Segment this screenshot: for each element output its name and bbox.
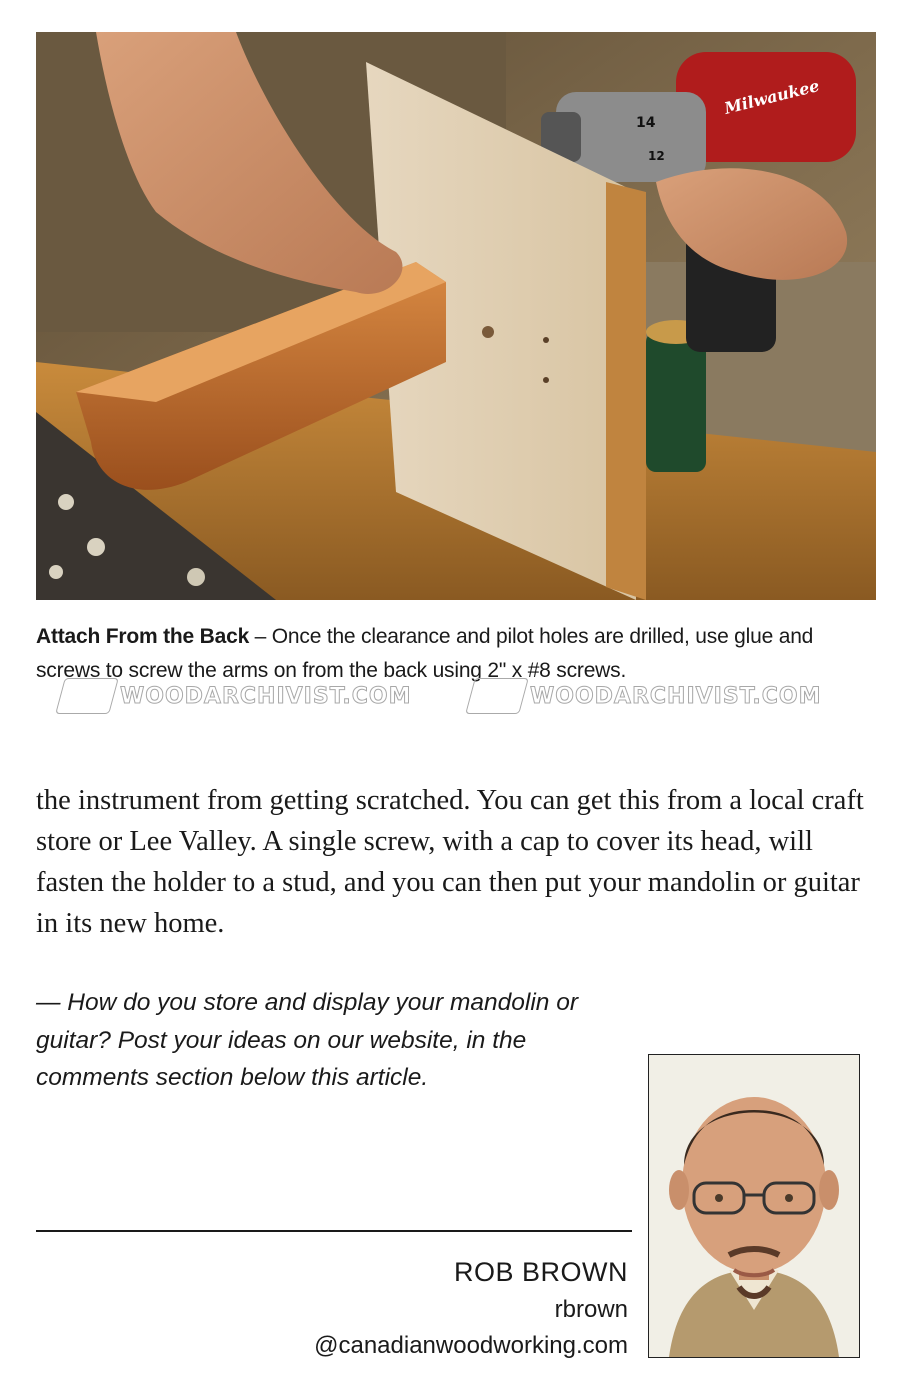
workshop-photo	[36, 32, 876, 600]
article-paragraph: the instrument from getting scratched. You can get this from a local craft store or Lee Valley. A single screw, with a cap to cover its head, will fasten the holder to a stud, and you can then put your mandolin or guitar in its new home.	[36, 785, 864, 939]
caption-text: – Once the clearance and pilot holes are drilled, use glue and screws to screw the arms on from the back using 2" x #8 screws.	[36, 625, 814, 682]
author-byline	[314, 1252, 628, 1364]
reader-question: — How do you store and display your mandolin or guitar? Post your ideas on our website, in the comments section below this article.	[36, 989, 579, 1091]
author-email-user: rbrown	[554, 1296, 628, 1323]
drill-clutch-number: 14	[636, 115, 656, 131]
author-email-domain[interactable]: @canadianwoodworking.com	[314, 1332, 628, 1359]
author-portrait-illustration	[649, 1055, 859, 1357]
workshop-photo-illustration	[36, 32, 876, 600]
watermark-text: WOODARCHIVIST.COM	[530, 683, 822, 709]
author-name: ROB BROWN	[453, 1257, 628, 1287]
divider	[36, 1230, 632, 1232]
watermark-text: WOODARCHIVIST.COM	[120, 683, 412, 709]
drill-brand-label: Milwaukee	[722, 75, 822, 118]
drill-clutch-number: 12	[648, 149, 665, 163]
caption-title: Attach From the Back	[36, 625, 250, 648]
photo-caption	[36, 620, 872, 688]
author-portrait	[648, 1054, 860, 1358]
